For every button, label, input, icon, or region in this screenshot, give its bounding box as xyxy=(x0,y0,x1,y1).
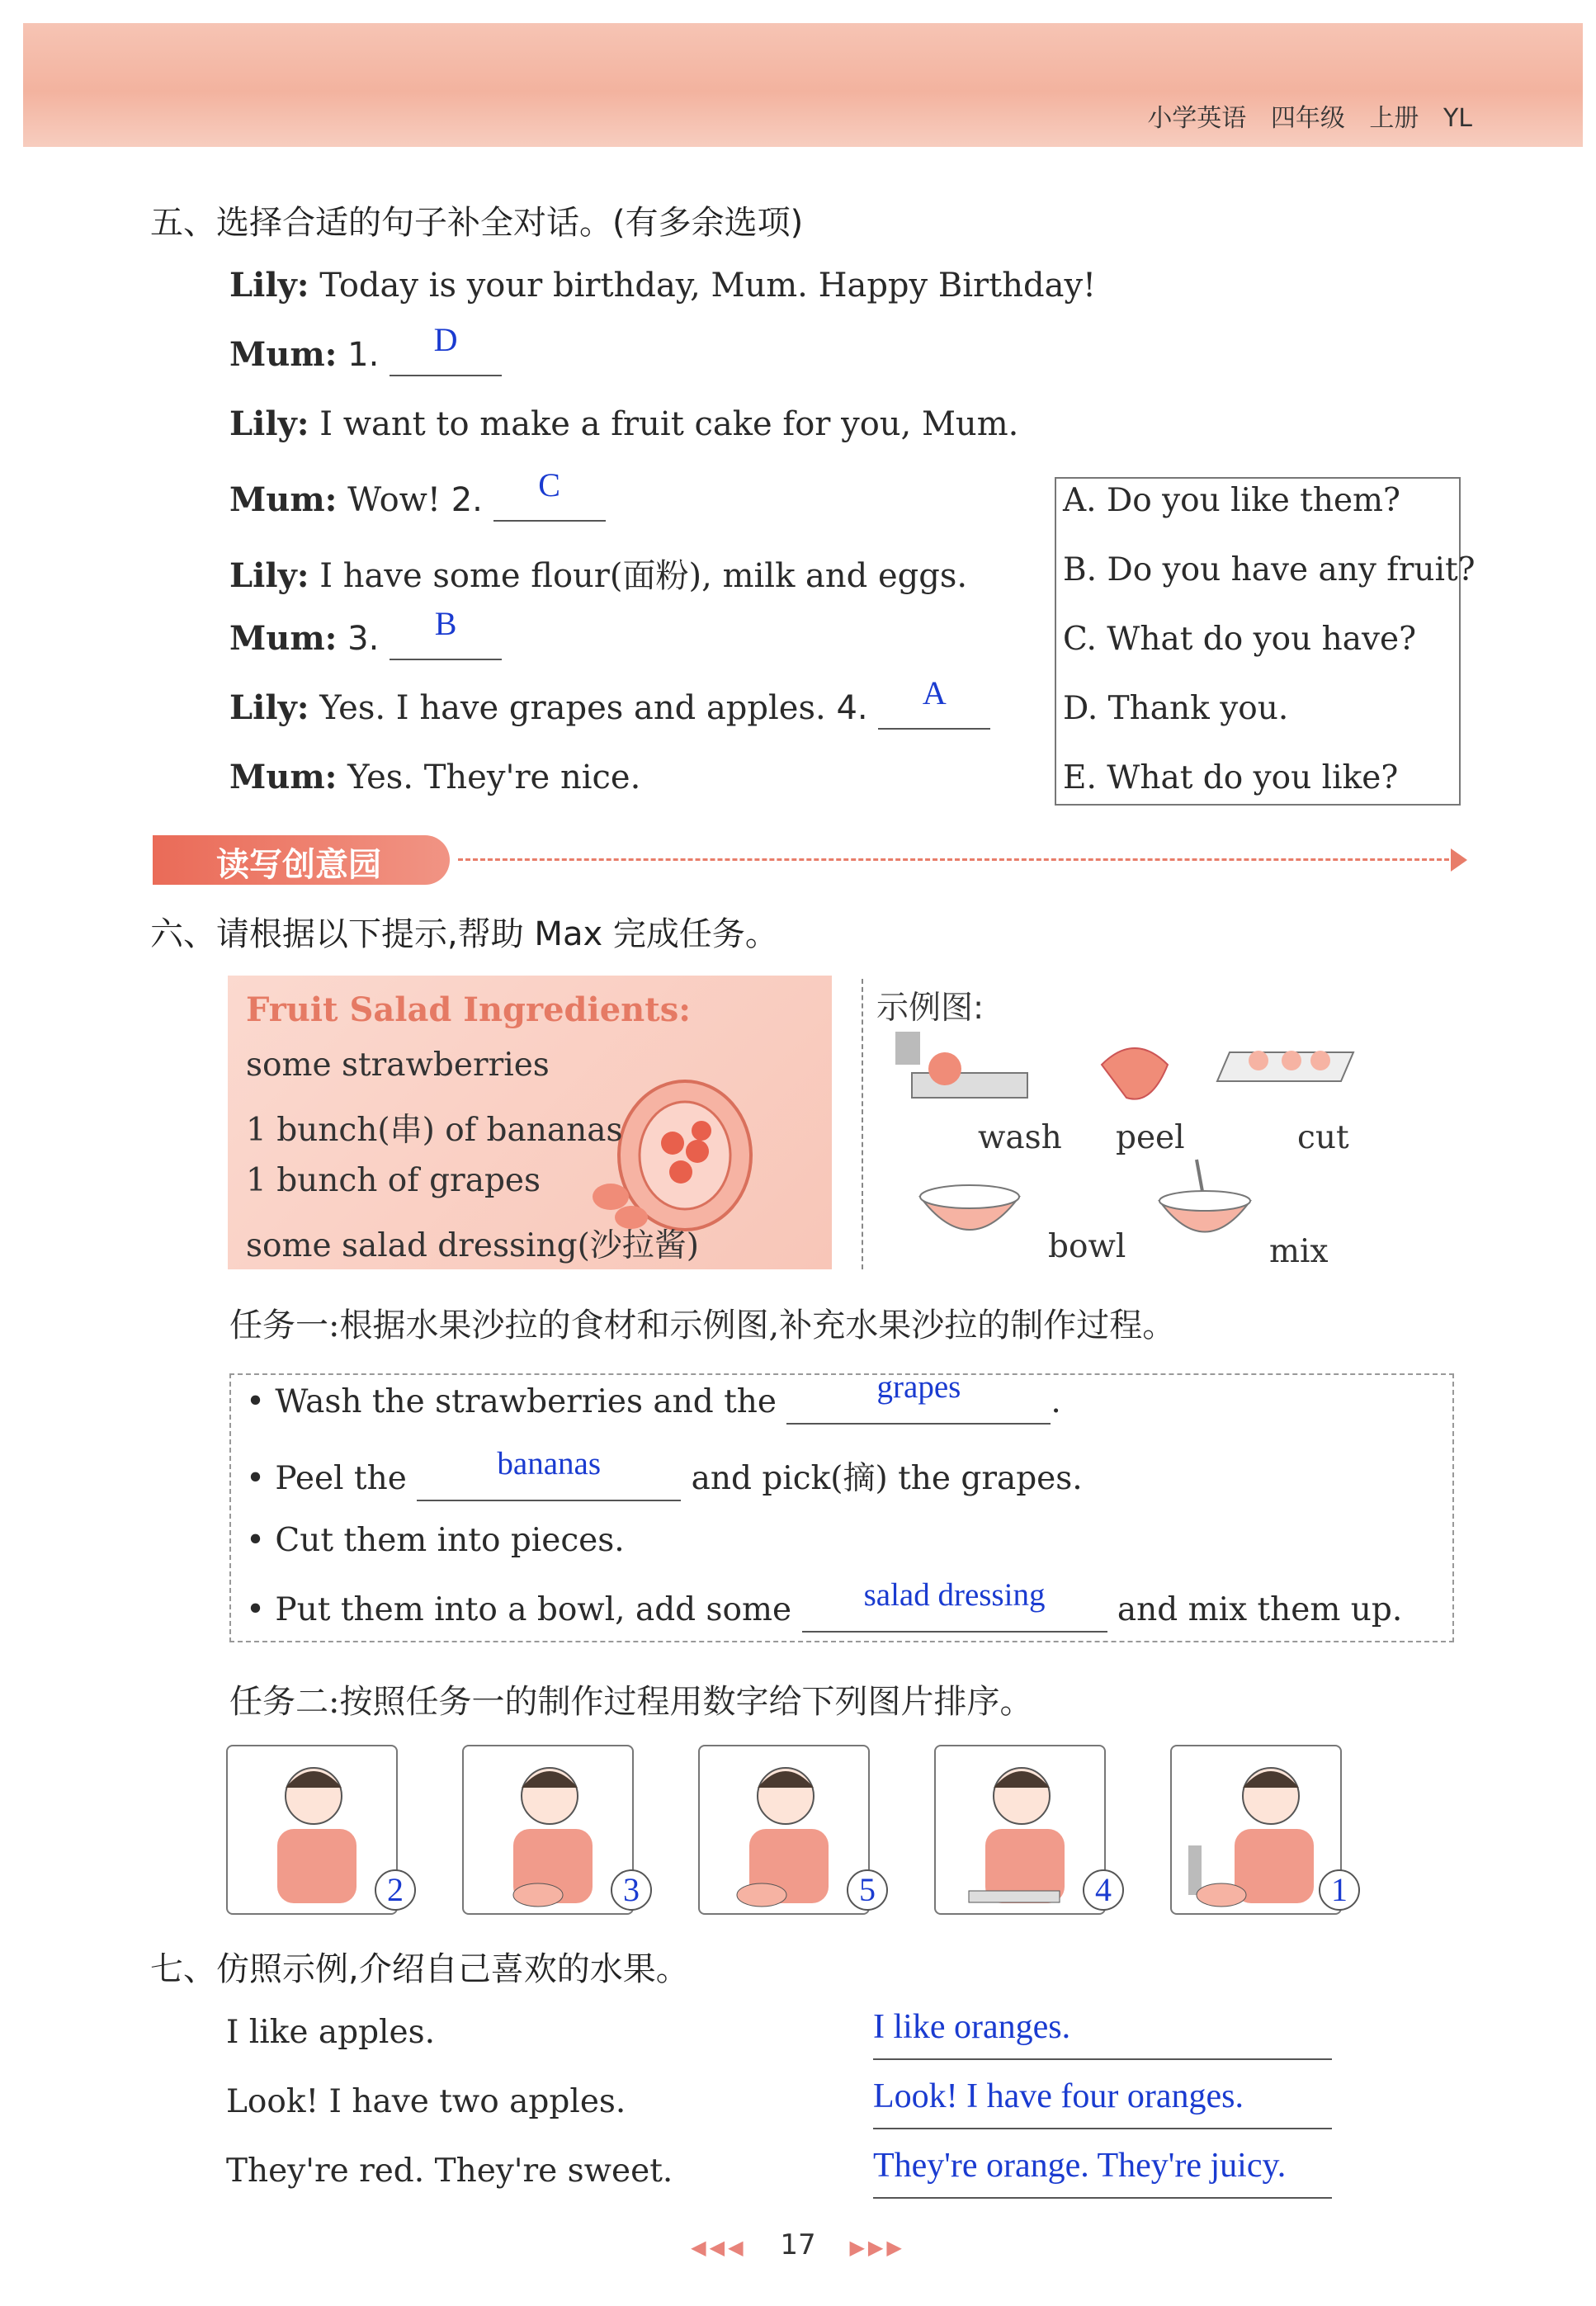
section7-title: 七、仿照示例,介绍自己喜欢的水果。 xyxy=(150,1950,689,1988)
dialogue-line-3: Lily: I want to make a fruit cake for you, Mum. xyxy=(229,404,1019,443)
task1-blank-1[interactable]: grapes xyxy=(786,1383,1051,1425)
order-number-3[interactable]: 5 xyxy=(847,1869,888,1911)
option-e: E. What do you like? xyxy=(1063,759,1399,796)
banner-arrow-icon xyxy=(1451,848,1467,872)
task1-blank-2[interactable]: bananas xyxy=(417,1460,681,1501)
page-number: 17 xyxy=(780,2228,816,2261)
ingredients-title: Fruit Salad Ingredients: xyxy=(246,990,692,1029)
header-info xyxy=(1147,97,1472,134)
ingredient-1: some strawberries xyxy=(246,1047,550,1084)
answer-line-3[interactable]: They're orange. They're juicy. xyxy=(873,2146,1332,2199)
option-b: B. Do you have any fruit? xyxy=(1063,551,1476,588)
example-cut: cut xyxy=(1297,1119,1349,1156)
task1-line-4: • Put them into a bowl, add some salad dressing and mix them up. xyxy=(246,1591,1402,1633)
option-a: A. Do you like them? xyxy=(1063,482,1400,519)
dialogue-line-6: Mum: 3. B xyxy=(229,619,502,660)
dialogue-line-7: Lily: Yes. I have grapes and apples. 4. A xyxy=(229,688,990,730)
dialogue-line-8: Mum: Yes. They're nice. xyxy=(229,758,641,796)
example-wash: wash xyxy=(978,1119,1062,1156)
option-c: C. What do you have? xyxy=(1063,621,1417,658)
answer-blank-2[interactable]: C xyxy=(493,480,606,522)
dialogue-line-1: Lily: Today is your birthday, Mum. Happy Birthday! xyxy=(229,266,1097,305)
answer-line-2[interactable]: Look! I have four oranges. xyxy=(873,2077,1332,2129)
example-label: 示例图: xyxy=(876,990,985,1027)
task1-line-1: • Wash the strawberries and the grapes . xyxy=(246,1383,1061,1425)
picture-wash xyxy=(1170,1745,1342,1915)
dialogue-line-2: Mum: 1. D xyxy=(229,335,502,376)
answer-blank-4[interactable]: A xyxy=(878,688,990,730)
cut-icon xyxy=(1209,1032,1358,1098)
section5-title: 五、选择合适的句子补全对话。(有多余选项) xyxy=(150,204,804,242)
order-number-4[interactable]: 4 xyxy=(1083,1869,1124,1911)
example-sentence-1: I like apples. xyxy=(226,2014,436,2051)
task2-title: 任务二:按照任务一的制作过程用数字给下列图片排序。 xyxy=(229,1683,1033,1721)
task1-title: 任务一:根据水果沙拉的食材和示例图,补充水果沙拉的制作过程。 xyxy=(229,1307,1176,1344)
picture-peel xyxy=(226,1745,398,1915)
header-grade: 四年级 xyxy=(1270,104,1345,133)
order-number-5[interactable]: 1 xyxy=(1319,1869,1360,1911)
ingredient-4: some salad dressing(沙拉酱) xyxy=(246,1227,700,1264)
task1-line-3: • Cut them into pieces. xyxy=(246,1522,625,1559)
answer-blank-3[interactable]: B xyxy=(390,619,502,660)
task1-line-2: • Peel the bananas and pick(摘) the grapes. xyxy=(246,1453,1083,1501)
dialogue-line-4: Mum: Wow! 2. C xyxy=(229,480,606,522)
example-sentence-3: They're red. They're sweet. xyxy=(226,2152,673,2190)
answer-line-1[interactable]: I like oranges. xyxy=(873,2007,1332,2060)
dialogue-line-5: Lily: I have some flour(面粉), milk and eggs. xyxy=(229,556,968,595)
example-bowl: bowl xyxy=(1048,1228,1126,1265)
banner-label: 读写创意园 xyxy=(216,846,381,884)
fruit-basket-icon xyxy=(586,1065,767,1246)
example-sentence-2: Look! I have two apples. xyxy=(226,2083,626,2120)
picture-pick xyxy=(462,1745,634,1915)
wash-icon xyxy=(887,1023,1036,1114)
prev-arrows-icon: ◀◀◀ xyxy=(691,2236,747,2259)
header-subject: 小学英语 xyxy=(1147,104,1247,133)
peel-icon xyxy=(1085,1032,1184,1114)
task1-blank-4[interactable]: salad dressing xyxy=(802,1591,1107,1633)
example-mix: mix xyxy=(1269,1233,1329,1270)
mix-icon xyxy=(1151,1155,1258,1255)
banner-dashed-line xyxy=(458,858,1457,861)
next-arrows-icon: ▶▶▶ xyxy=(849,2236,905,2259)
section6-title: 六、请根据以下提示,帮助 Max 完成任务。 xyxy=(150,915,778,953)
example-peel: peel xyxy=(1116,1119,1185,1156)
bowl-icon xyxy=(912,1172,1027,1255)
page-footer xyxy=(0,2228,1596,2261)
header-edition: YL xyxy=(1443,104,1472,133)
option-d: D. Thank you. xyxy=(1063,690,1289,727)
ingredient-3: 1 bunch of grapes xyxy=(246,1162,541,1199)
order-number-1[interactable]: 2 xyxy=(375,1869,416,1911)
ingredient-2: 1 bunch(串) of bananas xyxy=(246,1112,623,1149)
answer-blank-1[interactable]: D xyxy=(390,335,502,376)
picture-cut xyxy=(934,1745,1106,1915)
picture-mix xyxy=(698,1745,870,1915)
divider xyxy=(862,979,863,1269)
order-number-2[interactable]: 3 xyxy=(611,1869,652,1911)
header-term: 上册 xyxy=(1369,104,1419,133)
